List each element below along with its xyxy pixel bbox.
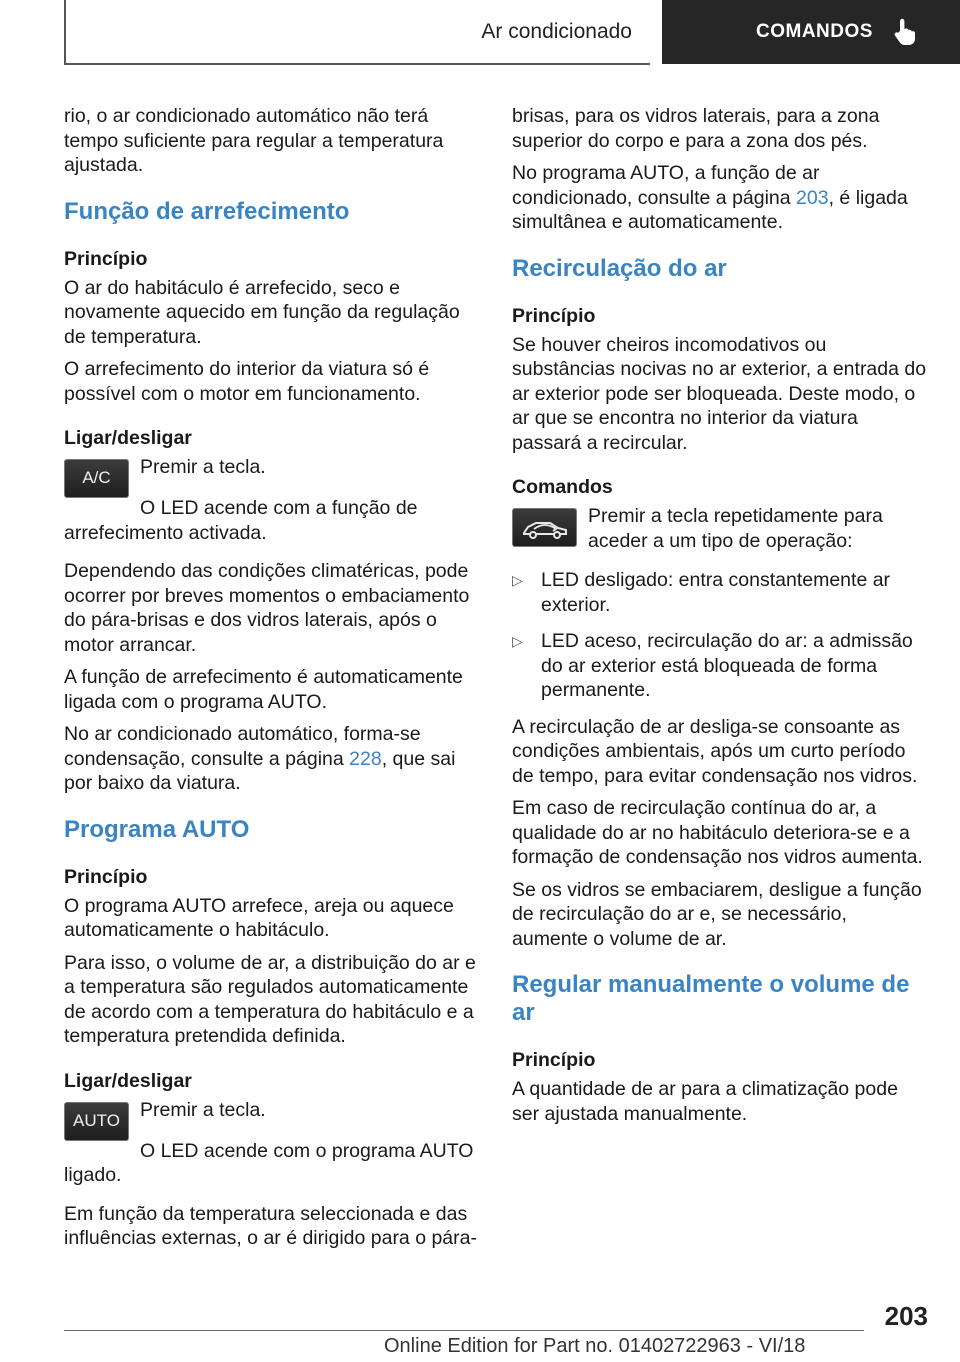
chapter-tab-label: COMANDOS: [756, 21, 873, 42]
chapter-tab[interactable]: [662, 0, 960, 64]
heading-air-recirculation: Recirculação do ar: [512, 254, 727, 282]
left-column: [64, 104, 480, 1259]
list-marker-icon: ▷: [512, 572, 523, 588]
paragraph: O programa AUTO arrefece, areja ou aquece automaticamente o habitáculo.: [64, 894, 454, 941]
paragraph: A função de arrefecimento é automaticamente ligada com o programa AUTO.: [64, 666, 463, 713]
recirculation-key-instruction: [512, 504, 928, 556]
paragraph: brisas, para os vidros laterais, para a zona superior do corpo e para a zona dos pés.: [512, 105, 880, 152]
page-link-203[interactable]: 203: [796, 186, 829, 209]
section-title: Ar condicionado: [481, 19, 632, 43]
paragraph: Dependendo das condições climatéricas, pode ocorrer por breves momentos o embaciamento do pára-brisas e dos vidros laterais, após o motor arrancar.: [64, 560, 470, 656]
paragraph: A quantidade de ar para a climatização pode ser ajustada manualmente.: [512, 1078, 898, 1125]
list-item: ▷ LED aceso, recirculação do ar: a admissão do ar exterior está bloqueada de forma permanente.: [512, 630, 913, 701]
auto-key-image: AUTO: [64, 1102, 129, 1141]
subheading-controls: Comandos: [512, 476, 613, 498]
paragraph: Em função da temperatura seleccionada e das influências externas, o ar é dirigido para o pára-: [64, 1202, 477, 1249]
subheading-principle: Princípio: [64, 865, 148, 888]
paragraph: O arrefecimento do interior da viatura só é possível com o motor em funcionamento.: [64, 358, 430, 405]
page-number: 203: [884, 1301, 928, 1331]
heading-auto-program: Programa AUTO: [64, 815, 250, 843]
car-recirculation-icon: [512, 508, 577, 547]
paragraph: Premir a tecla repetidamente para aceder a um tipo de operação:: [588, 505, 883, 552]
ac-key-instruction: [64, 455, 480, 498]
list-item: ▷ LED desligado: entra constantemente ar exterior.: [512, 569, 891, 616]
edition-footer: Online Edition for Part no. 01402722963 - VI/18: [384, 1335, 806, 1357]
subheading-on-off: Ligar/desligar: [64, 1069, 192, 1092]
paragraph: Em caso de recirculação contínua do ar, a qualidade do ar no habitáculo deteriora-se e a formação de condensação nos vidros aumenta.: [512, 797, 923, 868]
paragraph: No programa AUTO, a função de ar condicionado, consulte a página 203, é ligada simultânea e automaticamente.: [512, 162, 908, 233]
paragraph: O LED acende com o programa AUTO ligado.: [64, 1139, 474, 1186]
heading-cooling-function: Função de arrefecimento: [64, 197, 350, 225]
paragraph: O ar do habitáculo é arrefecido, seco e novamente aquecido em função da regulação de temperatura.: [64, 276, 460, 348]
header-rule-bottom: [64, 63, 650, 65]
paragraph: Se os vidros se embaciarem, desligue a função de recirculação do ar e, se necessário, aumente o volume de ar.: [512, 878, 922, 950]
right-column: [512, 104, 928, 1134]
page-link-228[interactable]: 228: [349, 747, 382, 770]
paragraph: O LED acende com a função de arrefecimento activada.: [64, 497, 418, 544]
hand-pointer-icon: [893, 17, 919, 47]
paragraph: Se houver cheiros incomodativos ou substâncias nocivas no ar exterior, a entrada do ar exterior pode ser bloqueada. Deste modo, o ar que se encontra no interior da viatura passará a recircular.: [512, 333, 927, 454]
paragraph: A recirculação de ar desliga-se consoante as condições ambientais, após um curto período de tempo, para evitar condensação nos vidros.: [512, 715, 918, 787]
operation-mode-list: [512, 568, 928, 703]
auto-key-instruction: [64, 1098, 480, 1141]
paragraph: Premir a tecla.: [140, 456, 266, 478]
list-marker-icon: ▷: [512, 633, 523, 649]
subheading-principle: Princípio: [64, 247, 148, 270]
subheading-principle: Princípio: [512, 304, 596, 327]
paragraph: rio, o ar condicionado automático não terá tempo suficiente para regular a temperatura ajustada.: [64, 105, 444, 176]
paragraph: Para isso, o volume de ar, a distribuição do ar e a temperatura são regulados automaticamente de acordo com a temperatura do habitáculo e a temperatura pretendida definida.: [64, 951, 476, 1047]
subheading-on-off: Ligar/desligar: [64, 427, 192, 449]
subheading-principle: Princípio: [512, 1049, 596, 1071]
heading-manual-air-volume: Regular manualmente o volume de ar: [512, 971, 910, 1026]
ac-key-image: A/C: [64, 459, 129, 498]
footer-rule: [64, 1330, 864, 1331]
paragraph: No ar condicionado automático, forma-se condensação, consulte a página 228, que sai por baixo da viatura.: [64, 723, 456, 794]
paragraph: Premir a tecla.: [140, 1098, 266, 1121]
